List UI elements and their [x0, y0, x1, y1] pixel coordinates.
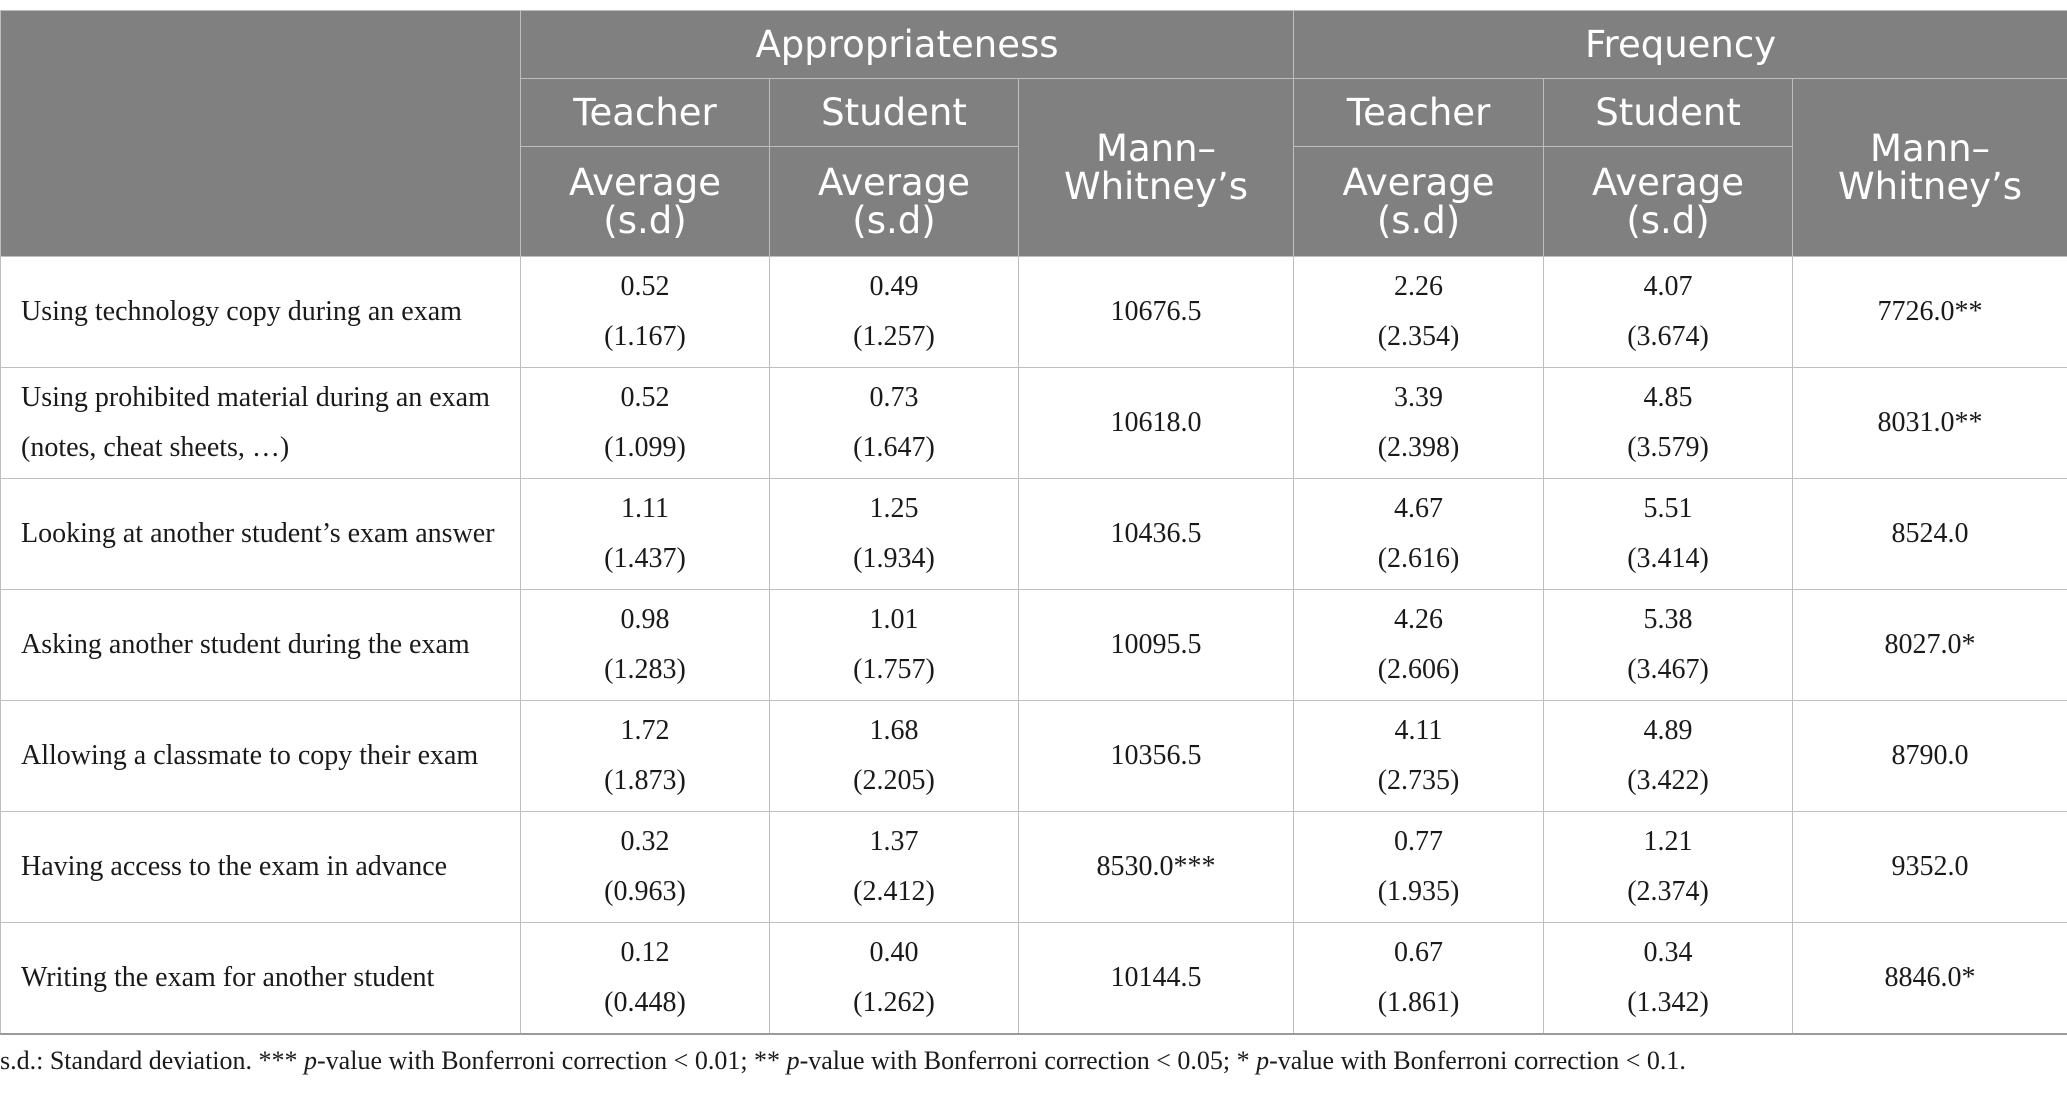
appropriateness-teacher-cell	[521, 479, 770, 590]
value-sd: (2.205)	[853, 765, 935, 796]
value-average: 2.26	[1394, 271, 1444, 302]
value-sd: (3.422)	[1627, 765, 1709, 796]
value-sd: (1.262)	[853, 987, 935, 1018]
frequency-student-cell	[1544, 701, 1793, 812]
mw-line1: Mann–	[1870, 126, 1991, 170]
frequency-student-cell	[1544, 923, 1793, 1035]
value-average: 0.34	[1643, 937, 1693, 968]
header-frequency-teacher: Teacher	[1294, 79, 1544, 147]
footnote-p3: p	[1256, 1046, 1270, 1075]
mw-line1: Mann–	[1096, 126, 1217, 170]
appropriateness-teacher-cell	[521, 368, 770, 479]
value-sd: (1.934)	[853, 543, 935, 574]
frequency-teacher-cell	[1294, 923, 1544, 1035]
value-sd: (2.616)	[1377, 543, 1460, 574]
footnote-part1: s.d.: Standard deviation. ***	[0, 1046, 305, 1075]
value-sd: (1.861)	[1377, 987, 1460, 1018]
value-average: 1.72	[620, 715, 670, 746]
appropriateness-teacher-cell	[521, 257, 770, 368]
footnote-p2: p	[786, 1046, 800, 1075]
results-table-container	[0, 10, 2067, 1035]
row-label: Looking at another student’s exam answer	[1, 479, 521, 590]
row-label: Using prohibited material during an exam (notes, cheat sheets, …)	[1, 368, 521, 479]
value-sd: (1.257)	[853, 321, 935, 352]
header-frequency-student-average	[1544, 147, 1793, 257]
row-label: Using technology copy during an exam	[1, 257, 521, 368]
value-average: 0.32	[620, 826, 670, 857]
header-appropriateness-teacher: Teacher	[521, 79, 770, 147]
value-average: 1.11	[621, 493, 669, 524]
header-appropriateness-student: Student	[770, 79, 1019, 147]
avg-line1: Average	[1342, 160, 1495, 204]
value-average: 1.21	[1643, 826, 1693, 857]
value-sd: (1.935)	[1377, 876, 1460, 907]
table-footnote	[0, 1046, 1686, 1076]
appropriateness-mann-whitney-cell: 10618.0	[1019, 368, 1294, 479]
value-sd: (2.412)	[853, 876, 935, 907]
frequency-mann-whitney-cell: 8790.0	[1793, 701, 2067, 812]
avg-line1: Average	[569, 160, 721, 204]
footnote-part4: -value with Bonferroni correction < 0.1.	[1269, 1046, 1686, 1075]
avg-line2: (s.d)	[603, 198, 687, 242]
frequency-mann-whitney-cell: 8846.0*	[1793, 923, 2067, 1035]
footnote-p1: p	[304, 1046, 318, 1075]
frequency-teacher-cell	[1294, 590, 1544, 701]
value-sd: (2.398)	[1377, 432, 1460, 463]
frequency-teacher-cell	[1294, 479, 1544, 590]
mw-line2: Whitney’s	[1064, 164, 1248, 208]
frequency-mann-whitney-cell: 8524.0	[1793, 479, 2067, 590]
value-average: 5.51	[1643, 493, 1693, 524]
value-sd: (3.414)	[1627, 543, 1709, 574]
frequency-teacher-cell	[1294, 368, 1544, 479]
value-average: 4.26	[1394, 604, 1444, 635]
value-sd: (1.873)	[604, 765, 686, 796]
appropriateness-student-cell	[770, 479, 1019, 590]
results-table	[0, 10, 2067, 1035]
frequency-student-cell	[1544, 368, 1793, 479]
value-average: 0.12	[620, 937, 670, 968]
value-average: 4.85	[1643, 382, 1693, 413]
value-average: 4.89	[1643, 715, 1693, 746]
appropriateness-student-cell	[770, 590, 1019, 701]
value-average: 1.01	[869, 604, 919, 635]
avg-line1: Average	[1592, 160, 1744, 204]
header-appropriateness-student-average	[770, 147, 1019, 257]
appropriateness-mann-whitney-cell: 10356.5	[1019, 701, 1294, 812]
avg-line2: (s.d)	[1376, 198, 1461, 242]
value-sd: (1.167)	[604, 321, 686, 352]
appropriateness-teacher-cell	[521, 923, 770, 1035]
appropriateness-mann-whitney-cell: 8530.0***	[1019, 812, 1294, 923]
frequency-student-cell	[1544, 479, 1793, 590]
header-corner-cell	[1, 11, 521, 257]
appropriateness-mann-whitney-cell: 10436.5	[1019, 479, 1294, 590]
frequency-student-cell	[1544, 590, 1793, 701]
table-row	[1, 701, 2067, 812]
appropriateness-teacher-cell	[521, 590, 770, 701]
value-average: 0.77	[1394, 826, 1444, 857]
appropriateness-teacher-cell	[521, 701, 770, 812]
header-frequency-teacher-average	[1294, 147, 1544, 257]
appropriateness-mann-whitney-cell: 10676.5	[1019, 257, 1294, 368]
appropriateness-mann-whitney-cell: 10095.5	[1019, 590, 1294, 701]
mw-line2: Whitney’s	[1838, 164, 2023, 208]
header-appropriateness-teacher-average	[521, 147, 770, 257]
header-frequency-mann-whitney	[1793, 79, 2067, 257]
frequency-mann-whitney-cell: 9352.0	[1793, 812, 2067, 923]
table-body	[1, 257, 2067, 1035]
appropriateness-student-cell	[770, 812, 1019, 923]
header-frequency-student: Student	[1544, 79, 1793, 147]
table-header	[1, 11, 2067, 257]
value-sd: (3.467)	[1627, 654, 1709, 685]
table-row	[1, 479, 2067, 590]
avg-line1: Average	[818, 160, 970, 204]
value-average: 0.67	[1394, 937, 1444, 968]
value-average: 5.38	[1643, 604, 1693, 635]
value-average: 3.39	[1394, 382, 1444, 413]
row-label: Writing the exam for another student	[1, 923, 521, 1035]
frequency-mann-whitney-cell: 8027.0*	[1793, 590, 2067, 701]
value-average: 0.40	[869, 937, 919, 968]
appropriateness-student-cell	[770, 701, 1019, 812]
frequency-mann-whitney-cell: 7726.0**	[1793, 257, 2067, 368]
frequency-student-cell	[1544, 257, 1793, 368]
value-sd: (0.448)	[604, 987, 686, 1018]
appropriateness-student-cell	[770, 368, 1019, 479]
value-average: 4.07	[1643, 271, 1693, 302]
frequency-teacher-cell	[1294, 257, 1544, 368]
appropriateness-teacher-cell	[521, 812, 770, 923]
table-row	[1, 590, 2067, 701]
avg-line2: (s.d)	[1626, 198, 1710, 242]
value-sd: (1.757)	[853, 654, 935, 685]
table-row	[1, 812, 2067, 923]
value-sd: (1.437)	[604, 543, 686, 574]
value-average: 0.52	[620, 382, 670, 413]
row-label: Allowing a classmate to copy their exam	[1, 701, 521, 812]
value-average: 4.11	[1394, 715, 1443, 746]
value-sd: (2.354)	[1377, 321, 1460, 352]
header-appropriateness: Appropriateness	[521, 11, 1294, 79]
frequency-teacher-cell	[1294, 812, 1544, 923]
value-average: 1.25	[869, 493, 919, 524]
appropriateness-student-cell	[770, 923, 1019, 1035]
header-appropriateness-mann-whitney	[1019, 79, 1294, 257]
value-sd: (3.579)	[1627, 432, 1709, 463]
table-row	[1, 257, 2067, 368]
frequency-teacher-cell	[1294, 701, 1544, 812]
appropriateness-mann-whitney-cell: 10144.5	[1019, 923, 1294, 1035]
value-average: 0.52	[620, 271, 670, 302]
value-average: 0.49	[869, 271, 919, 302]
value-sd: (2.606)	[1377, 654, 1460, 685]
table-row	[1, 923, 2067, 1035]
value-sd: (3.674)	[1627, 321, 1709, 352]
row-label: Asking another student during the exam	[1, 590, 521, 701]
header-frequency: Frequency	[1294, 11, 2067, 79]
footnote-part3: -value with Bonferroni correction < 0.05; *	[799, 1046, 1257, 1075]
value-sd: (1.099)	[604, 432, 686, 463]
frequency-mann-whitney-cell: 8031.0**	[1793, 368, 2067, 479]
value-sd: (2.735)	[1377, 765, 1460, 796]
footnote-part2: -value with Bonferroni correction < 0.01; **	[317, 1046, 787, 1075]
value-average: 1.37	[869, 826, 919, 857]
avg-line2: (s.d)	[852, 198, 936, 242]
value-sd: (1.647)	[853, 432, 935, 463]
appropriateness-student-cell	[770, 257, 1019, 368]
value-average: 4.67	[1394, 493, 1444, 524]
value-average: 0.98	[620, 604, 670, 635]
value-average: 1.68	[869, 715, 919, 746]
value-sd: (1.342)	[1627, 987, 1709, 1018]
frequency-student-cell	[1544, 812, 1793, 923]
value-average: 0.73	[869, 382, 919, 413]
value-sd: (2.374)	[1627, 876, 1709, 907]
row-label: Having access to the exam in advance	[1, 812, 521, 923]
value-sd: (0.963)	[604, 876, 686, 907]
table-row	[1, 368, 2067, 479]
value-sd: (1.283)	[604, 654, 686, 685]
